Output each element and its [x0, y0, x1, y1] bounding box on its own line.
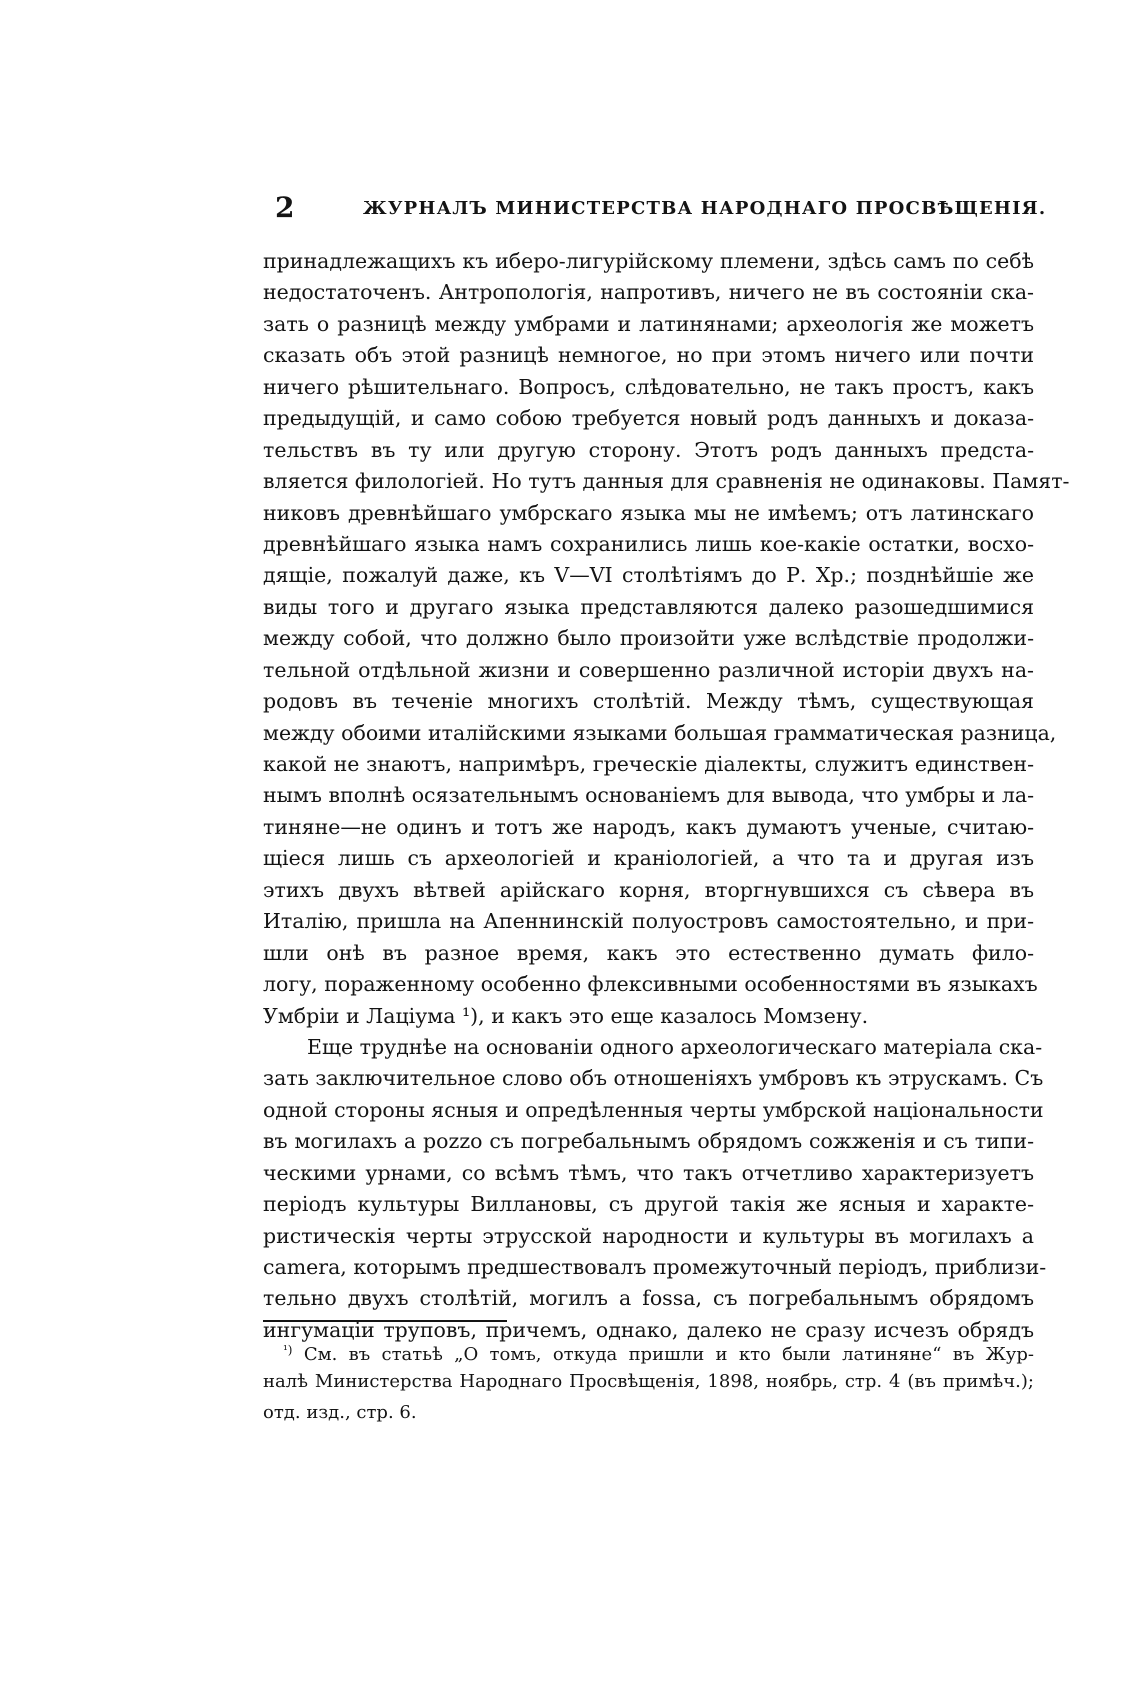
text-line: логу, пораженному особенно флексивными особенностями въ языкахъ — [263, 972, 1038, 997]
text-line: тельно двухъ столѣтій, могилъ a fossa, съ погребальнымъ обрядомъ — [263, 1286, 1034, 1311]
text-line: предыдущій, и само собою требуется новый родъ данныхъ и доказа- — [263, 406, 1034, 431]
body-text — [263, 246, 1070, 1346]
text-line: тельствъ въ ту или другую сторону. Этотъ родъ данныхъ предста- — [263, 437, 1034, 462]
page-header — [263, 188, 1047, 228]
text-line: въ могилахъ a pozzo съ погребальнымъ обрядомъ сожженія и съ типи- — [263, 1129, 1034, 1154]
text-line: древнѣйшаго языка намъ сохранились лишь кое-какіе остатки, восхо- — [263, 531, 1034, 556]
text-line: Еще труднѣе на основаніи одного археологическаго матеріала ска- — [307, 1034, 1043, 1059]
text-line: никовъ древнѣйшаго умбрскаго языка мы не имѣемъ; отъ латинскаго — [263, 500, 1034, 525]
text-line: зать о разницѣ между умбрами и латинянами; археологія же можетъ — [263, 311, 1034, 336]
text-line: родовъ въ теченіе многихъ столѣтій. Между тѣмъ, существующая — [263, 689, 1034, 714]
footnote-text: См. въ статьѣ „О томъ, откуда пришли и кто были латиняне“ въ Жур- — [303, 1344, 1034, 1365]
footnote-marker: ¹) — [283, 1343, 293, 1357]
text-line: этихъ двухъ вѣтвей арійскаго корня, вторгнувшихся съ сѣвера въ — [263, 877, 1034, 902]
text-line: между обоими италійскими языками большая грамматическая разница, — [263, 720, 1057, 745]
text-line: одной стороны ясныя и опредѣленныя черты умбрской національности — [263, 1097, 1044, 1122]
text-line: тиняне—не одинъ и тотъ же народъ, какъ думаютъ ученые, считаю- — [263, 814, 1034, 839]
text-line: ингумаціи труповъ, причемъ, однако, далеко не сразу исчезъ обрядъ — [263, 1317, 1034, 1342]
text-line: ничего рѣшительнаго. Вопросъ, слѣдовательно, не такъ простъ, какъ — [263, 374, 1034, 399]
footnote-line: отд. изд., стр. 6. — [263, 1402, 417, 1423]
text-line: зать заключительное слово объ отношеніяхъ умбровъ къ этрускамъ. Съ — [263, 1066, 1044, 1091]
footnote-line — [263, 1335, 1034, 1366]
text-line: недостаточенъ. Антропологія, напротивъ, ничего не въ состояніи ска- — [263, 280, 1034, 305]
text-line: между собой, что должно было произойти уже вслѣдствіе продолжи- — [263, 626, 1034, 651]
text-line: щіеся лишь съ археологіей и краніологіей, а что та и другая изъ — [263, 846, 1034, 871]
text-line: camera, которымъ предшествовалъ промежуточный періодъ, приблизи- — [263, 1255, 1047, 1279]
text-line: нымъ вполнѣ осязательнымъ основаніемъ для вывода, что умбры и ла- — [263, 783, 1034, 808]
text-line: Умбріи и Лаціума ¹), и какъ это еще казалось Момзену. — [263, 1003, 869, 1028]
running-title: ЖУРНАЛЪ МИНИСТЕРСТВА НАРОДНАГО ПРОСВѢЩЕНІЯ. — [363, 198, 1047, 219]
text-line: Италію, пришла на Апеннинскій полуостровъ самостоятельно, и при- — [263, 909, 1034, 934]
text-line: дящіе, пожалуй даже, къ V—VI столѣтіямъ до Р. Хр.; позднѣйшіе же — [263, 563, 1034, 588]
text-line: вляется филологіей. Но тутъ данныя для сравненія не одинаковы. Памят- — [263, 469, 1070, 494]
text-line: сказать объ этой разницѣ немногое, но при этомъ ничего или почти — [263, 343, 1034, 368]
text-line: виды того и другаго языка представляются далеко разошедшимися — [263, 594, 1034, 619]
text-line: какой не знаютъ, напримѣръ, греческіе діалекты, служитъ единствен- — [263, 752, 1034, 776]
text-line: тельной отдѣльной жизни и совершенно различной исторіи двухъ на- — [263, 657, 1034, 682]
footnote-line: налѣ Министерства Народнаго Просвѣщенія, 1898, ноябрь, стр. 4 (въ примѣч.); — [263, 1371, 1034, 1392]
footnote-divider — [263, 1320, 507, 1322]
footnote — [263, 1335, 1034, 1428]
text-line: періодъ культуры Виллановы, съ другой такія же ясныя и характе- — [263, 1192, 1034, 1217]
text-line: ристическія черты этрусской народности и культуры въ могилахъ a — [263, 1223, 1034, 1248]
text-line: ческими урнами, со всѣмъ тѣмъ, что такъ отчетливо характеризуетъ — [263, 1160, 1034, 1185]
page-number: 2 — [275, 191, 295, 224]
text-line: принадлежащихъ къ иберо-лигурійскому племени, здѣсь самъ по себѣ — [263, 249, 1034, 273]
text-line: шли онѣ въ разное время, какъ это естественно думать фило- — [263, 940, 1034, 965]
